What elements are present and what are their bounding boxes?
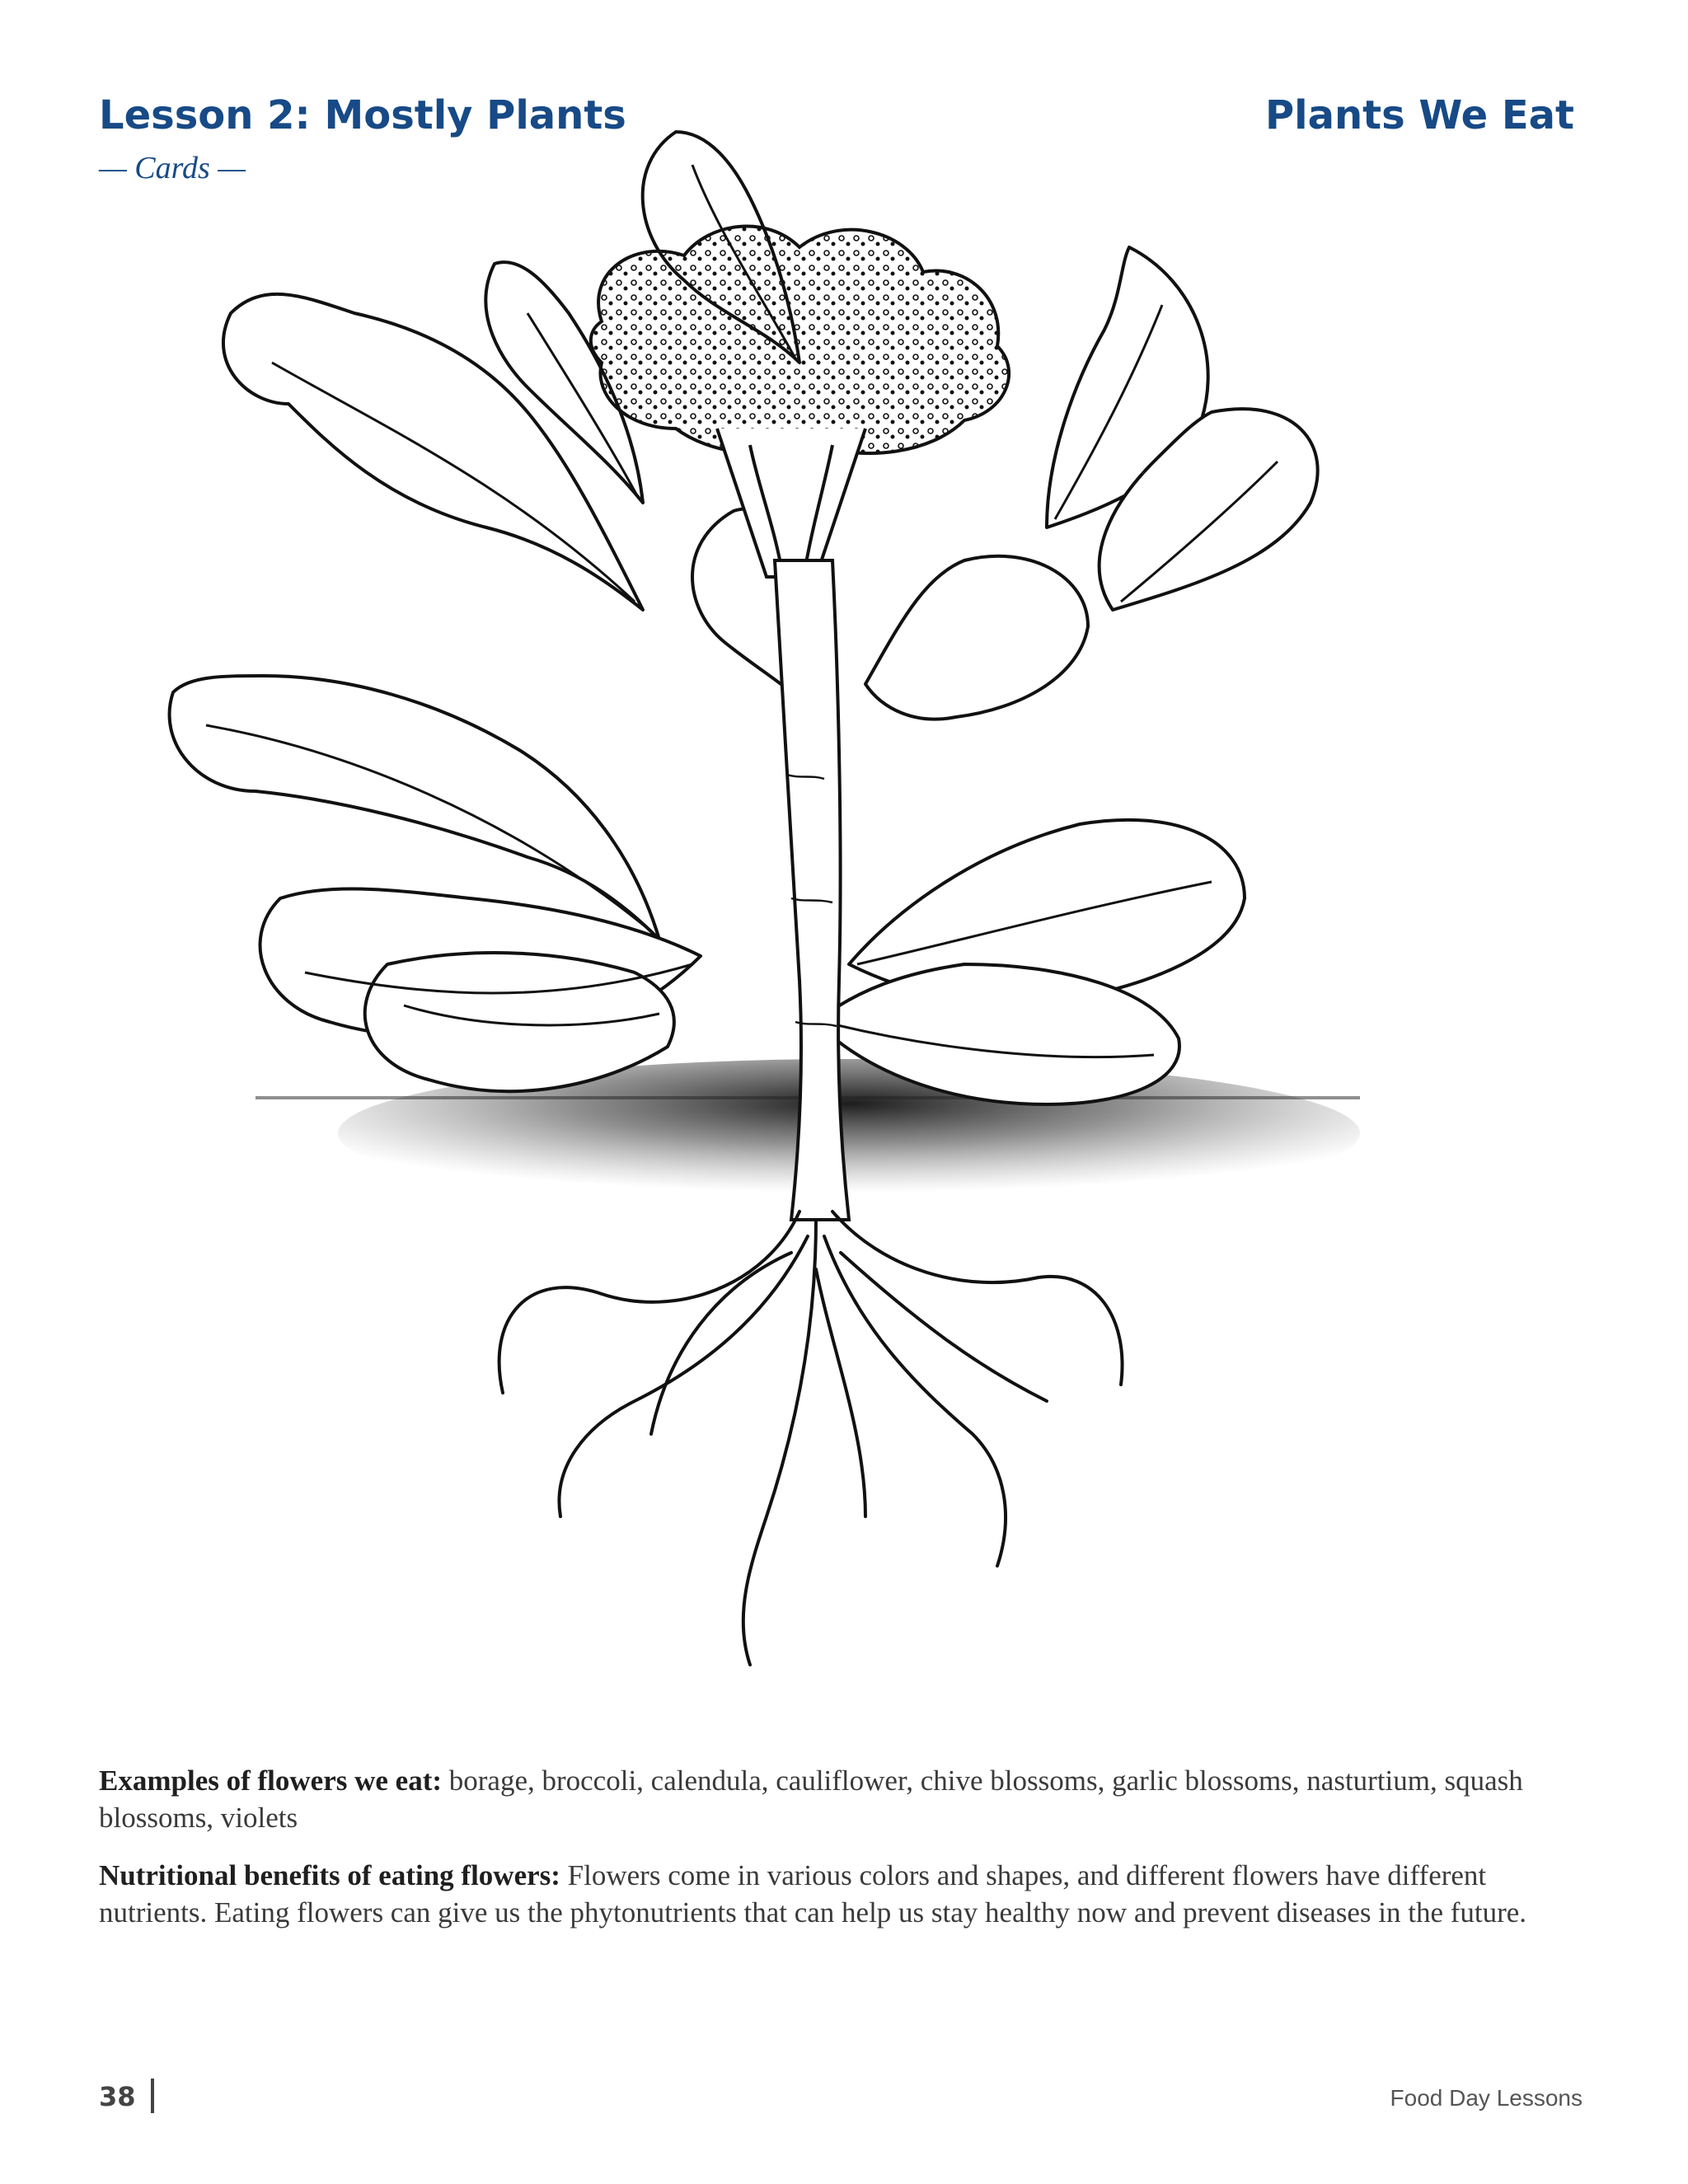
- nutritional-benefits-paragraph: [99, 1857, 1550, 1931]
- flowers-examples-text: borage, broccoli, calendula, cauliflower, chive blossoms, garlic blossoms, nasturtium, squash blossoms, violets: [99, 1765, 1523, 1834]
- section-title: Plants We Eat: [1264, 92, 1574, 138]
- page-number: 38: [99, 2081, 136, 2112]
- nutritional-benefits-text: Flowers come in various colors and shapes, and different flowers have different nutrients. Eating flowers can give us the phytonutrients that can help us stay healthy now and prevent diseases in the future.: [99, 1859, 1527, 1929]
- nutritional-benefits-label: Nutritional benefits of eating flowers:: [99, 1859, 560, 1891]
- broccoli-head: [591, 227, 1009, 577]
- page-title: Lesson 2: Mostly Plants: [99, 92, 626, 138]
- publication-name: Food Day Lessons: [1390, 2085, 1582, 2111]
- roots: [499, 1212, 1123, 1665]
- subtitle: — Cards —: [99, 151, 246, 185]
- flowers-examples-label: Examples of flowers we eat:: [99, 1765, 443, 1797]
- footer-divider: [151, 2079, 154, 2113]
- broccoli-plant-illustration: [140, 115, 1558, 1731]
- flowers-examples-paragraph: [99, 1762, 1550, 1836]
